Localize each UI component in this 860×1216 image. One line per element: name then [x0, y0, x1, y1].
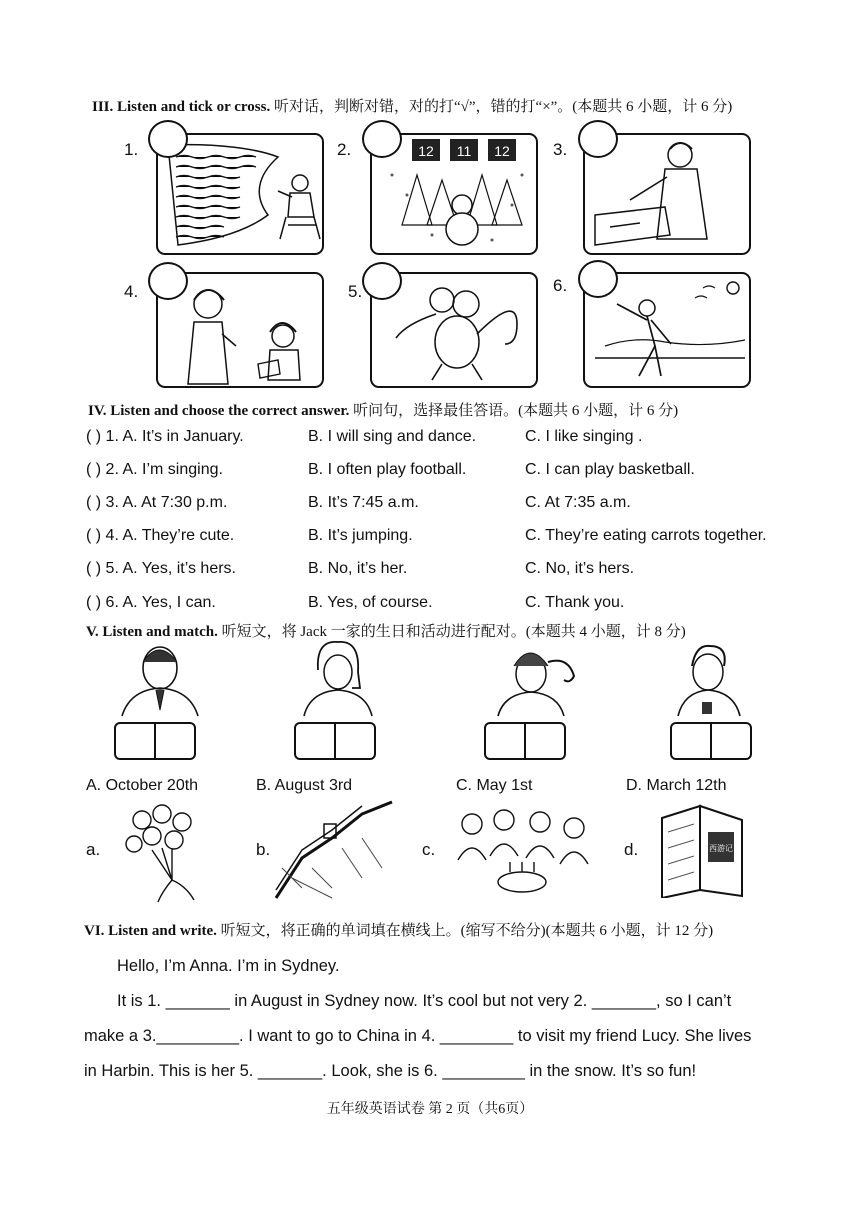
item-number-3: 3.	[553, 140, 568, 159]
answer-circle-6[interactable]	[578, 260, 618, 298]
section-4-instructions: 听问句，选择最佳答语。(本题共 6 小题，计 6 分)	[353, 403, 679, 419]
answer-circle-3[interactable]	[578, 120, 618, 158]
page-footer: 五年级英语试卷 第 2 页（共6页）	[326, 1102, 534, 1117]
section-5-title: V. Listen and match.	[86, 624, 218, 640]
date-d: D. March 12th	[626, 777, 727, 794]
answer-box-father[interactable]	[114, 722, 196, 760]
section-4-title: IV. Listen and choose the correct answer.	[88, 403, 350, 419]
section-6-title: VI. Listen and write.	[84, 923, 217, 939]
question-4-2-option-c[interactable]: C. I can play basketball.	[525, 461, 695, 478]
book-title: 西游记	[709, 844, 733, 853]
question-4-4-stem: ( ) 4. A. They’re cute.	[86, 527, 235, 544]
answer-circle-5[interactable]	[362, 262, 402, 300]
question-4-2-stem: ( ) 2. A. I’m singing.	[86, 461, 223, 478]
activity-great-wall	[272, 798, 396, 902]
item-number-2: 2.	[337, 140, 352, 159]
activity-letter-a: a.	[86, 840, 101, 859]
activity-flowers	[112, 800, 222, 904]
question-4-1-stem: ( ) 1. A. It’s in January.	[86, 428, 244, 445]
activity-birthday-party	[444, 800, 602, 900]
question-4-4-option-c[interactable]: C. They’re eating carrots together.	[525, 527, 767, 544]
answer-circle-2[interactable]	[362, 120, 402, 158]
question-4-6-option-b[interactable]: B. Yes, of course.	[308, 594, 433, 611]
activity-letter-d: d.	[624, 840, 639, 859]
section-3-title: III. Listen and tick or cross.	[92, 99, 271, 115]
portrait-mother	[296, 640, 376, 718]
portrait-jack	[670, 640, 750, 718]
question-4-1-option-c[interactable]: C. I like singing .	[525, 428, 643, 445]
item-number-5: 5.	[348, 282, 363, 301]
answer-box-sister[interactable]	[484, 722, 566, 760]
activity-letter-c: c.	[422, 840, 436, 859]
calendar-day-2: 11	[456, 143, 472, 159]
question-4-6-stem: ( ) 6. A. Yes, I can.	[86, 594, 216, 611]
activity-reading-book	[654, 802, 750, 898]
portrait-sister	[486, 640, 581, 718]
answer-circle-4[interactable]	[148, 262, 188, 300]
question-4-4-option-b[interactable]: B. It’s jumping.	[308, 527, 413, 544]
date-c: C. May 1st	[456, 777, 533, 794]
section-4-heading	[88, 399, 678, 420]
question-4-3-option-c[interactable]: C. At 7:35 a.m.	[525, 494, 631, 511]
question-4-1-option-b[interactable]: B. I will sing and dance.	[308, 428, 477, 445]
passage-line-1: Hello, I’m Anna. I’m in Sydney.	[117, 957, 340, 975]
item-number-4: 4.	[124, 282, 139, 301]
passage-line-3: make a 3._________. I want to go to China in 4. ________ to visit my friend Lucy. She lives	[84, 1027, 752, 1045]
question-4-5-stem: ( ) 5. A. Yes, it’s hers.	[86, 560, 236, 577]
item-number-6: 6.	[553, 276, 568, 295]
question-4-2-option-b[interactable]: B. I often play football.	[308, 461, 467, 478]
section-6-heading	[84, 919, 713, 940]
question-4-5-option-b[interactable]: B. No, it’s her.	[308, 560, 408, 577]
calendar-day-1: 12	[418, 143, 434, 159]
answer-box-jack[interactable]	[670, 722, 752, 760]
passage-line-2: It is 1. _______ in August in Sydney now. It’s cool but not very 2. _______, so I can’t	[117, 992, 732, 1010]
calendar-day-3: 12	[494, 143, 510, 159]
question-4-5-option-c[interactable]: C. No, it’s hers.	[525, 560, 635, 577]
answer-circle-1[interactable]	[148, 120, 188, 158]
question-4-6-option-c[interactable]: C. Thank you.	[525, 594, 625, 611]
item-number-1: 1.	[124, 140, 139, 159]
question-4-3-stem: ( ) 3. A. At 7:30 p.m.	[86, 494, 228, 511]
section-6-instructions: 听短文，将正确的单词填在横线上。(缩写不给分)(本题共 6 小题，计 12 分)	[220, 923, 714, 939]
section-3-heading	[92, 95, 732, 116]
portrait-father	[112, 640, 212, 718]
section-5-heading	[86, 620, 686, 641]
section-5-instructions: 听短文，将 Jack 一家的生日和活动进行配对。(本题共 4 小题，计 8 分)	[221, 624, 686, 640]
answer-box-mother[interactable]	[294, 722, 376, 760]
date-a: A. October 20th	[86, 777, 199, 794]
date-b: B. August 3rd	[256, 777, 353, 794]
passage-line-4: in Harbin. This is her 5. _______. Look, she is 6. _________ in the snow. It’s so fun!	[84, 1062, 697, 1080]
activity-letter-b: b.	[256, 840, 271, 859]
section-3-instructions: 听对话，判断对错，对的打“√”，错的打“×”。(本题共 6 小题，计 6 分)	[273, 99, 733, 115]
question-4-3-option-b[interactable]: B. It’s 7:45 a.m.	[308, 494, 419, 511]
